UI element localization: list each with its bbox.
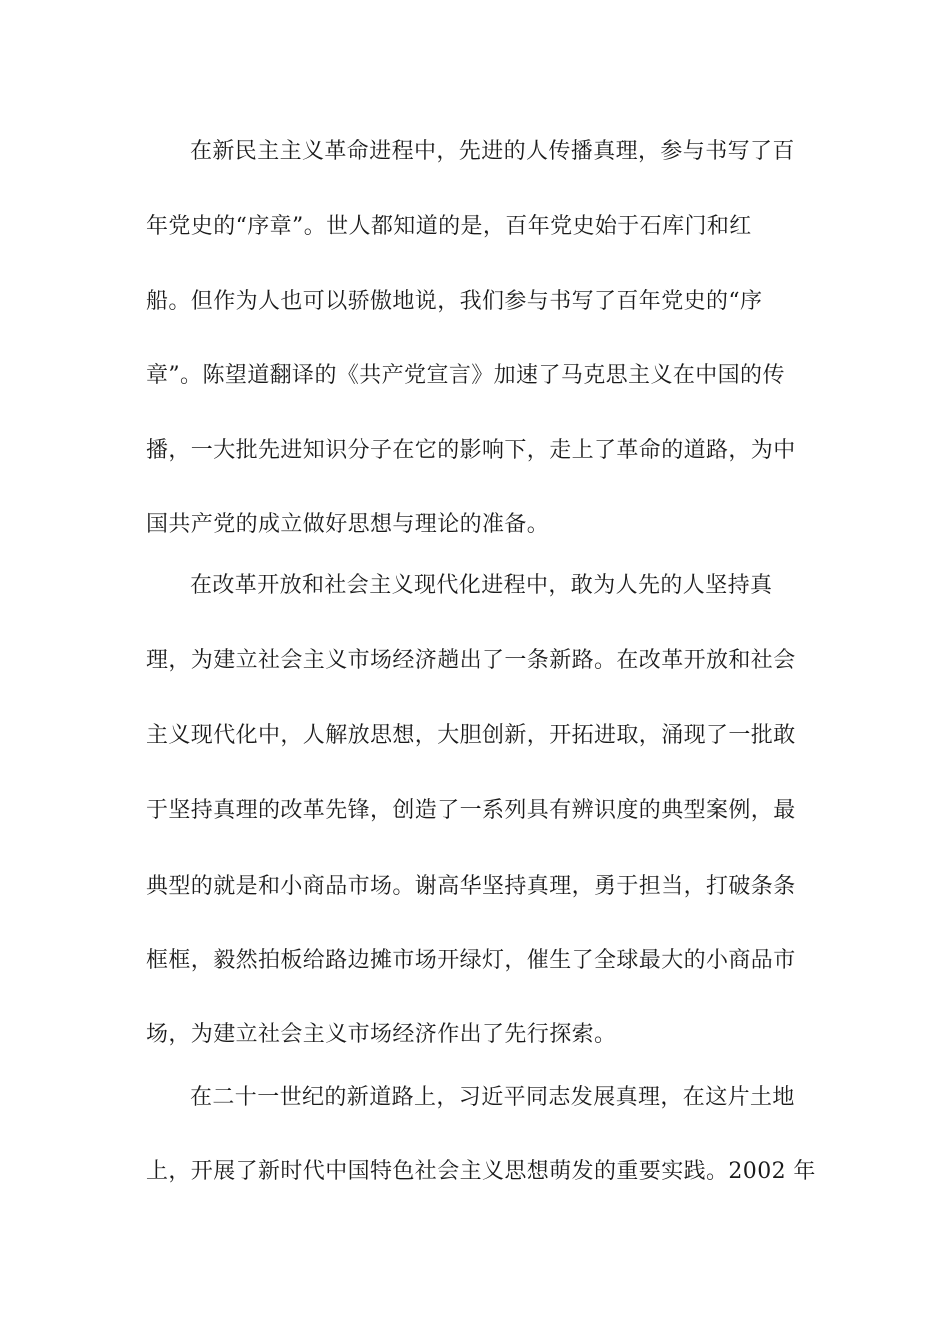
paragraph-1-line-6: 国共产党的成立做好思想与理论的准备。 xyxy=(146,512,550,537)
paragraph-1-line-3: 船。但作为人也可以骄傲地说，我们参与书写了百年党史的“序 xyxy=(146,289,763,314)
paragraph-2-line-2: 理，为建立社会主义市场经济趟出了一条新路。在改革开放和社会 xyxy=(146,648,796,673)
paragraph-1-line-4: 章”。陈望道翻译的《共产党宣言》加速了马克思主义在中国的传 xyxy=(146,363,785,388)
paragraph-2-line-5: 典型的就是和小商品市场。谢高华坚持真理，勇于担当，打破条条 xyxy=(146,874,796,899)
paragraph-1-line-1: 在新民主主义革命进程中，先进的人传播真理，参与书写了百 xyxy=(190,139,795,164)
paragraph-1-line-2: 年党史的“序章”。世人都知道的是，百年党史始于石库门和红 xyxy=(146,214,752,239)
paragraph-2-line-4: 于坚持真理的改革先锋，创造了一系列具有辨识度的典型案例，最 xyxy=(146,798,796,823)
paragraph-2-line-1: 在改革开放和社会主义现代化进程中，敢为人先的人坚持真 xyxy=(190,573,773,598)
paragraph-2-line-6: 框框，毅然拍板给路边摊市场开绿灯，催生了全球最大的小商品市 xyxy=(146,948,796,973)
paragraph-3-line-2: 上，开展了新时代中国特色社会主义思想萌发的重要实践。2002 年 xyxy=(146,1159,816,1184)
paragraph-1-line-5: 播，一大批先进知识分子在它的影响下，走上了革命的道路，为中 xyxy=(146,438,796,463)
paragraph-2-line-3: 主义现代化中，人解放思想，大胆创新，开拓进取，涌现了一批敢 xyxy=(146,723,796,748)
paragraph-2-line-7: 场，为建立社会主义市场经济作出了先行探索。 xyxy=(146,1022,617,1047)
paragraph-3-line-1: 在二十一世纪的新道路上，习近平同志发展真理，在这片土地 xyxy=(190,1085,795,1110)
